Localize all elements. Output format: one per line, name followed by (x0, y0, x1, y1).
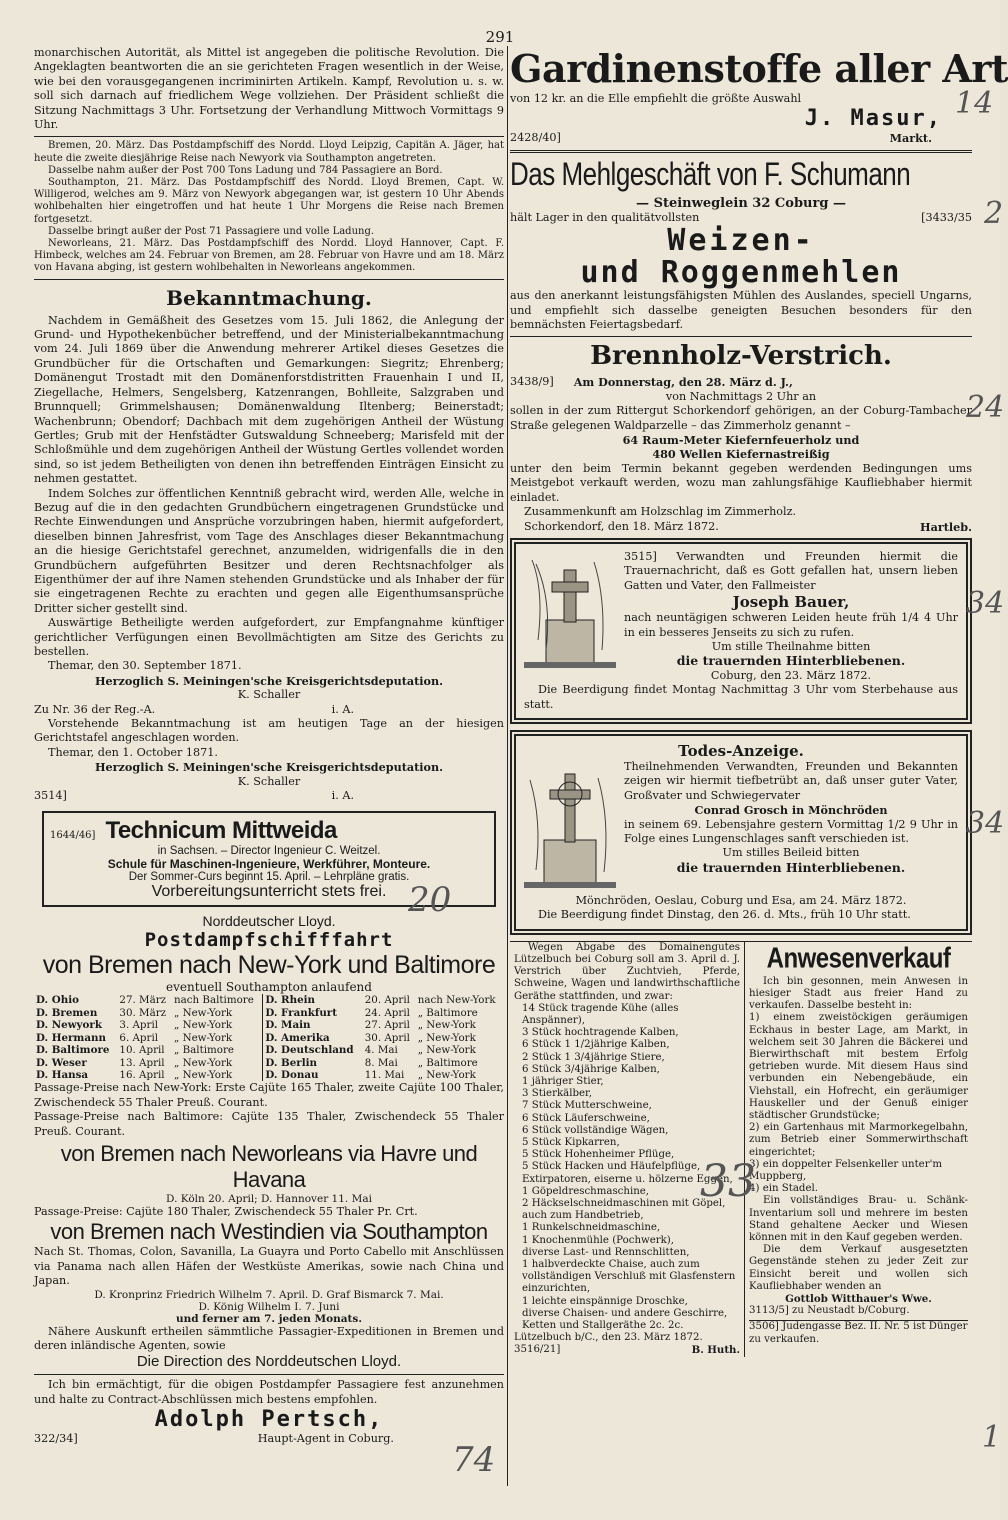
notice-text: Theilnehmenden Verwandten, Freunden und Bekannten zeigen wir hiermit tiefbetrübt an, daß unser guter Vater, Großvater und Schwiegervater (624, 759, 958, 802)
announcement-date: Themar, den 1. October 1871. (48, 745, 218, 759)
handwritten-mark: 20 (408, 880, 452, 920)
schedule-row (34, 1069, 504, 1081)
schedule-cell: D. Baltimore (36, 1044, 110, 1057)
announcement-date: Themar, den 30. September 1871. (48, 659, 242, 673)
brennholz-text: unter den beim Termin bekannt gegeben werdenden Bedingungen ums Meistgebot verkauft werden, wozu man zahlungsfähige Kaufliebhaber hiermit einladet. (510, 461, 972, 504)
schedule-cell: 13. April (119, 1056, 165, 1069)
schedule-cell: D. Rhein (263, 994, 363, 1006)
schedule-cell: 6. April (119, 1031, 159, 1044)
brennholz-item: 480 Wellen Kiefernastreißig (652, 447, 830, 462)
schedule-cell: 20. April (364, 994, 410, 1007)
schedule-cell: D. Hermann (36, 1031, 106, 1044)
announcement-ref: 3514] (34, 789, 67, 803)
lloyd-text: Nähere Auskunft ertheilen sämmtliche Passagier-Expeditionen in Bremen und deren inländische Agenten, sowie (34, 1324, 504, 1352)
mehl-text: aus den anerkannt leistungsfähigsten Mühlen des Auslandes, speciell Ungarns, und empfiehlt sich dasselbe geneigten Besuchen besonders für den bemnächsten Feiertagsbedarf. (510, 289, 972, 332)
schedule-cell: D. Hansa (36, 1068, 89, 1081)
schedule-row (34, 994, 504, 1006)
gardinen-ref: 2428/40] (510, 131, 561, 145)
schedule-cell: D. Deutschland (263, 1044, 363, 1056)
announcement-bekanntmachung (34, 286, 504, 804)
auction-item: 3 Stierkälber, (522, 1088, 592, 1100)
ship-news-item: Bremen, 20. März. Das Postdampfschiff des Nordd. Lloyd Leipzig, Capitän A. Jäger, hat heute die zweite diesjährige Reise nach Newyork via Southampton angetreten. (34, 140, 504, 164)
schedule-cell: 30. März (119, 1006, 167, 1019)
announcement-signature: Herzoglich S. Meiningen'sche Kreisgerichtsdeputation. (94, 673, 444, 688)
auction-signature: B. Huth. (691, 1344, 740, 1357)
mehl-ref: [3433/35 (921, 210, 972, 224)
auction-item: 1 halbverdeckte Chaise, auch zum vollständigen Verschluß mit Glasfenstern einzurichten, (522, 1259, 736, 1295)
handwritten-mark: 33 (700, 1156, 756, 1207)
mehl-roggen: und Roggenmehlen (580, 255, 902, 291)
duenger-ad: 3506] Judengasse Bez. II. Nr. 5 ist Dünger zu verkaufen. (749, 1321, 968, 1345)
schedule-cell: D. Donau (263, 1069, 363, 1081)
deceased-name: Conrad Grosch in Mönchröden (694, 803, 888, 818)
cross-image (524, 550, 616, 683)
anwesen-item: 4) ein Stadel. (749, 1183, 818, 1195)
notice-signature: die trauernden Hinterbliebenen. (676, 859, 906, 875)
auction-item: Extirpatoren, eiserne u. hölzerne Eggen, (522, 1173, 733, 1185)
lloyd-route: von Bremen nach Westindien via Southampton (50, 1219, 488, 1245)
brennholz-place: Schorkendorf, den 18. März 1872. (524, 519, 719, 533)
schedule-cell: 4. Mai (364, 1044, 398, 1057)
schedule-cell: 8. Mai (364, 1056, 398, 1069)
auction-item: 5 Stück Kipkarren, (522, 1137, 620, 1149)
anwesen-ref: 3113/5] zu Neustadt b/Coburg. (749, 1305, 910, 1317)
ship-news-item: Dasselbe nahm außer der Post 700 Tons Ladung und 784 Passagiere an Bord. (48, 164, 443, 176)
schedule-cell: 16. April (119, 1068, 165, 1081)
lloyd-ships: und ferner am 7. jeden Monats. (176, 1312, 362, 1325)
schedule-row (34, 1019, 504, 1031)
pertsch-ad (34, 1378, 504, 1446)
ad-line: in Sachsen. – Director Ingenieur C. Weitzel. (157, 845, 381, 858)
lloyd-text: Nach St. Thomas, Colon, Savanilla, La Guayra und Porto Cabello mit Anschlüssen via Panama nach allen Häfen der Westküste Amerikas, sowie nach China und Japan. (34, 1245, 504, 1288)
lloyd-ships: D. Köln 20. April; D. Hannover 11. Mai (166, 1192, 372, 1205)
mehl-ad (510, 154, 972, 333)
mehl-address: — Steinweglein 32 Coburg — (636, 195, 846, 211)
lloyd-route: von Bremen nach New-York und Baltimore (42, 951, 496, 980)
anwesen-text: Ich bin gesonnen, mein Anwesen in hiesiger Stadt aus freier Hand zu verkaufen. Dasselbe besteht in: (749, 975, 968, 1012)
auction-item: 2 Häckselschneidmaschinen mit Göpel, auch zum Handbetrieb, (522, 1198, 726, 1222)
notice-text: Um stilles Beileid bitten (722, 846, 860, 860)
auction-place: Lützelbuch b/C., den 23. März 1872. (514, 1332, 703, 1344)
auction-item: diverse Chaisen- und andere Geschirre, Ketten und Stallgeräthe 2c. 2c. (522, 1307, 728, 1332)
schedule-row (34, 1057, 504, 1069)
pertsch-text: Ich bin ermächtigt, für die obigen Postdampfer Passagiere fest anzunehmen und halte zu Contract-Abschlüssen mich bestens empfohlen. (34, 1378, 504, 1406)
passage-prices: Passage-Preise nach Baltimore: Cajüte 135 Thaler, Zwischendeck 55 Thaler Preuß. Courant. (34, 1110, 504, 1138)
handwritten-mark: 2 (984, 196, 1004, 231)
brennholz-time: von Nachmittags 2 Uhr an (665, 389, 817, 403)
notice-burial: Die Beerdigung findet Montag Nachmittag 3 Uhr vom Sterbehause aus statt. (524, 683, 958, 711)
auction-item: 1 Runkelschneidmaschine, (522, 1222, 661, 1234)
auction-item: 5 Stück Hacken und Häufelpflüge, (522, 1161, 701, 1173)
brennholz-title: Brennholz-Verstrich. (590, 341, 892, 372)
auction-item: 1 leichte einspännige Droschke, (522, 1295, 688, 1307)
gardinen-markt: Markt. (889, 131, 932, 146)
bottom-ads (510, 941, 972, 1357)
mehl-weizen: Weizen- (667, 223, 815, 259)
notice-title: Todes-Anzeige. (678, 741, 804, 760)
trial-report: monarchischen Autorität, als Mittel ist angegeben die politische Revolution. Die Angeklagten beantworten die an sie gerichteten Fragen wesentlich in der Weise, wie bei den vorausgegangenen incriminirten Artikeln. Kampf, Revolution u. s. w. soll sich darnach auf friedlichem Wege vollziehen. Der Präsident schließt die Sitzung Nachmittags 3 Uhr. Fortsetzung der Verhandlung Mittwoch Vormittags 9 Uhr. (34, 46, 504, 132)
announcement-note: Vorstehende Bekanntmachung ist am heutigen Tage an der hiesigen Gerichtstafel angeschlagen worden. (34, 717, 504, 745)
auction-item: diverse Last- und Rennschlitten, (522, 1246, 690, 1258)
auction-item: 1 Göpeldreschmaschine, (522, 1185, 650, 1197)
auction-item: 5 Stück Hohenheimer Pflüge, (522, 1149, 675, 1161)
divider (510, 150, 972, 153)
announcement-ref: Zu Nr. 36 der Reg.-A. (34, 702, 156, 716)
auction-item: 7 Stück Mutterschweine, (522, 1100, 652, 1112)
ad-line: Der Sommer-Curs beginnt 15. April. – Lehrpläne gratis. (128, 871, 410, 884)
auction-item: 2 Stück 1 3/4jährige Stiere, (522, 1051, 665, 1063)
brennholz-date: Am Donnerstag, den 28. März d. J., (573, 375, 793, 390)
gardinen-name: J. Masur, (804, 106, 942, 132)
anwesen-title: Anwesenverkauf (766, 941, 951, 975)
lloyd-heading: Postdampfschifffahrt (144, 929, 394, 952)
schedule-cell: „ New-York (173, 1006, 233, 1019)
ship-news (34, 140, 504, 274)
sailing-schedule (34, 994, 504, 1081)
ship-news-item: Southampton, 21. März. Das Postdampfschiff des Nordd. Lloyd Bremen, Capt. W. Willigerod, welches am 9. März von Newyork abgegangen war, ist gestern 10 Uhr Abends wohlbehalten hier eingetroffen und hat heute 1 Uhr Morgens die Reise nach Bremen fortgesetzt. (34, 177, 504, 225)
schedule-cell: 11. Mai (364, 1068, 405, 1081)
ad-line: Schule für Maschinen-Ingenieure, Werkführer, Monteure. (107, 857, 431, 872)
divider (510, 336, 972, 337)
left-column (34, 46, 504, 1486)
brennholz-text: Zusammenkunft am Holzschlag im Zimmerholz. (524, 505, 797, 519)
schedule-cell: D. Berlin (263, 1057, 363, 1069)
schedule-cell: 27. April (364, 1019, 410, 1032)
lloyd-ships: D. König Wilhelm I. 7. Juni (198, 1300, 340, 1313)
schedule-cell: „ Baltimore (417, 1056, 478, 1069)
death-notice-bauer (510, 538, 972, 724)
schedule-cell: „ New-York (173, 1056, 233, 1069)
schedule-cell: 24. April (364, 1006, 410, 1019)
pertsch-ref: 322/34] (34, 1432, 78, 1446)
deceased-name: Joseph Bauer, (732, 593, 850, 612)
schedule-cell: „ New-York (417, 1019, 476, 1032)
schedule-cell: „ New-York (417, 1044, 476, 1057)
schedule-cell: 10. April (119, 1044, 165, 1057)
ad-ref: 1644/46] (50, 830, 96, 842)
announcement-text: Auswärtige Betheiligte werden aufgefordert, zur Empfangnahme künftiger gerichtlicher Verfügungen einen Bevollmächtigten am Sitze des Gerichts zu bestellen. (34, 616, 504, 659)
lloyd-ships: D. Kronprinz Friedrich Wilhelm 7. April. D. Graf Bismarck 7. Mai. (94, 1288, 444, 1301)
lloyd-ad (34, 913, 504, 1370)
death-notice-grosch (510, 730, 972, 935)
handwritten-mark: 14 (955, 86, 994, 121)
auction-item: 6 Stück 1 1/2jährige Kalben, (522, 1039, 670, 1051)
anwesen-ad (745, 942, 972, 1357)
anwesen-signature: Gottlob Witthauer's Wwe. (785, 1293, 932, 1306)
schedule-cell: D. Frankfurt (263, 1007, 363, 1019)
schedule-cell: 27. März (119, 994, 167, 1007)
announcement-signature: Herzoglich S. Meiningen'sche Kreisgerichtsdeputation. (94, 760, 444, 775)
auction-item: 6 Stück vollständige Wägen, (522, 1124, 669, 1136)
notice-text: Um stille Theilnahme bitten (711, 639, 871, 653)
passage-prices: Passage-Preise nach New-York: Erste Cajüte 165 Thaler, zweite Cajüte 100 Thaler, Zwischendeck 55 Thaler Preuß. Courant. (34, 1081, 504, 1109)
notice-place: Coburg, den 23. März 1872. (710, 668, 872, 682)
schedule-cell: D. Weser (36, 1056, 87, 1069)
divider (34, 279, 504, 280)
schedule-cell: „ Baltimore (173, 1044, 234, 1057)
pertsch-title: Haupt-Agent in Coburg. (257, 1432, 394, 1446)
auction-text: Wegen Abgabe des Domainengutes Lützelbuch bei Coburg soll am 3. April d. J. Verstrich über Zuchtvieh, Pferde, Schweine, Wagen und landwirthschaftliche Geräthe stattfinden, und zwar: (514, 941, 740, 1002)
anwesen-text: Ein vollständiges Brau- u. Schänk-Inventarium soll und mehrere im besten Stand gehaltene Aecker und Wiesen können mit in den Kauf gegeben werden. (749, 1195, 968, 1244)
domain-auction-ad (510, 942, 745, 1357)
anwesen-item: 1) einem zweistöckigen geräumigen Eckhaus in bester Lage, am Markt, in welchem seit 30 Jahren die Bäckerei und Bierwirthschaft mit bestem Erfolg getrieben wurde. Mit diesem Haus sind verbunden ein Nebengebäude, ein Viehstall, ein Hofrecht, ein geräumiger Hauskeller und der Genuß einiger städtischer Grundstücke; (749, 1012, 968, 1122)
anwesen-item: 3) ein doppelter Felsenkeller unter'm Muppberg, (749, 1158, 943, 1183)
brennholz-signature: Hartleb. (920, 519, 972, 534)
schedule-cell: „ New-York (417, 1068, 476, 1081)
notice-signature: die trauernden Hinterbliebenen. (676, 653, 906, 669)
schedule-cell: D. Bremen (36, 1006, 98, 1019)
notice-burial: Die Beerdigung findet Dinstag, den 26. d. Mts., früh 10 Uhr statt. (538, 908, 911, 922)
auction-item: 3 Stück hochtragende Kalben, (522, 1027, 679, 1039)
gardinen-line: von 12 kr. an die Elle empfiehlt die größte Auswahl (510, 92, 802, 105)
schedule-cell: „ New-York (173, 1068, 233, 1081)
schedule-cell: „ New-York (173, 1031, 233, 1044)
announcement-signer: K. Schaller (237, 688, 301, 702)
lloyd-company: Norddeutscher Lloyd. (202, 913, 336, 930)
schedule-cell: D. Main (263, 1019, 363, 1031)
announcement-signer: K. Schaller (237, 774, 301, 788)
lloyd-route: von Bremen nach Neworleans via Havre und Havana (60, 1140, 478, 1192)
announcement-text: Indem Solches zur öffentlichen Kenntniß gebracht wird, werden Alle, welche in Bezug auf die in den gedachten Grundbüchern eingetragenen Grundstücke und Rechte Einwendungen und Ansprüche vorzubringen haben, hiermit aufgefordert, dieselben binnen Jahresfrist, vom Tage des Anschlages dieser Bekanntmachung an die hiesige Gerichtstafel gerechnet, anzumelden, widrigenfalls die in den Grundbüchern aufgeführten Besitzer und deren Rechtsnachfolger als Eigenthümer der auf ihre Namen stehenden Grundstücke und als Inhaber der für sie eingetragenen Rechte zu erachten und gegen alle Eigenthumsansprüche Dritter sicher gestellt sind. (34, 486, 504, 615)
mehl-title: Das Mehlgeschäft von F. Schumann (510, 154, 911, 193)
page-number: 291 (485, 28, 515, 46)
brennholz-ad (510, 341, 972, 533)
column-divider (507, 46, 508, 1486)
auction-item: 1 Knochenmühle (Pochwerk), (522, 1234, 675, 1246)
brennholz-item: 64 Raum-Meter Kiefernfeuerholz und (622, 433, 860, 448)
brennholz-text: sollen in der zum Rittergut Schorkendorf gehörigen, an der Coburg-Tambacher Straße gelegenen Waldparzelle – das Zimmerholz genannt – (510, 404, 972, 432)
ship-news-item: Neworleans, 21. März. Das Postdampfschiff des Nordd. Lloyd Hannover, Capt. F. Himbeck, welches am 24. Februar von Bremen, am 28. Februar von Havre und am 18. März von Havana abging, ist gestern wohlbehalten in Neworleans angekommen. (34, 238, 504, 274)
auction-item: 14 Stück tragende Kühe (alles Anspänner), (522, 1002, 679, 1026)
schedule-cell: D. Amerika (263, 1032, 363, 1044)
schedule-cell: „ Baltimore (417, 1006, 478, 1019)
ship-news-item: Dasselbe bringt außer der Post 71 Passagiere und volle Ladung. (48, 225, 375, 237)
lloyd-route-note: eventuell Southampton anlaufend (166, 980, 372, 995)
pertsch-name: Adolph Pertsch, (154, 1407, 384, 1433)
handwritten-mark: 34 (966, 586, 1005, 621)
schedule-cell: nach Baltimore (173, 994, 254, 1007)
divider (34, 1374, 504, 1375)
announcement-ia: i. A. (331, 789, 354, 803)
notice-text: 3515] Verwandten und Freunden hiermit die Trauernachricht, daß es Gott gefallen hat, unsern lieben Gatten und Vater, den Fallmeister (624, 549, 958, 592)
auction-item: 6 Stück Läuferschweine, (522, 1112, 650, 1124)
ad-title: Technicum Mittweida (105, 817, 337, 845)
schedule-row (34, 1007, 504, 1019)
notice-place: Mönchröden, Oeslau, Coburg und Esa, am 24. März 1872. (575, 893, 907, 907)
schedule-row (34, 1032, 504, 1044)
schedule-cell: D. Newyork (36, 1019, 102, 1032)
handwritten-mark: 74 (452, 1440, 496, 1480)
schedule-cell: 3. April (119, 1019, 159, 1032)
cross-image (524, 760, 616, 894)
gardinen-title: Gardinenstoffe aller Art (510, 46, 1008, 91)
announcement-text: Nachdem in Gemäßheit des Gesetzes vom 15. Juli 1862, die Anlegung der Grund- und Hypothekenbücher betreffend, und der Ministerialbekanntmachung vom 24. Juli 1869 über die Anwendung mehrerer Artikel dieses Gesetzes die Grundbücher für die Ortschaften und Gemarkungen: Siegritz; Ehrenberg; Domänengut Trostadt mit den Domänenforstdistritten Frauenhain I und II, Ziegellache, Helmers, Sengelsberg, Katzenrangen, Bohlleite, Salzgraben und Brunnquell; Grimmelshausen; Domänenwaldung Iltenberg; Beinerstadt; Wachenbrunn; Obendorf; Dachbach mit dem zugehörigen Antheil der Wüstung Gertles; Grub mit der Henfstädter Gutswaldung Schneeberg; Marisfeld mit der Schloßmühle und dem zugehörigen Antheil der Wüstung Gertles vollendet worden sind, so ist jedem Betheiligten von denen ihn betreffenden Einträgen Einsicht zu nehmen gestattet. (34, 313, 504, 486)
lloyd-direction: Die Direction des Norddeutschen Lloyd. (136, 1353, 402, 1371)
handwritten-mark: 1 (982, 1420, 1002, 1455)
auction-item: 6 Stück 3/4jährige Kalben, (522, 1063, 660, 1075)
passage-prices: Passage-Preise: Cajüte 180 Thaler, Zwischendeck 55 Thaler Pr. Crt. (34, 1204, 418, 1218)
brennholz-ref: 3438/9] (510, 375, 554, 389)
schedule-cell: „ New-York (417, 1031, 476, 1044)
anwesen-item: 2) ein Gartenhaus mit Marmorkegelbahn, zum Betrieb einer Sommerwirthschaft eingerichtet; (749, 1122, 968, 1158)
handwritten-mark: 34 (966, 806, 1005, 841)
anwesen-text: Die dem Verkauf ausgesetzten Gegenstände stehen zu jeder Zeit zur Einsicht bereit und wollen sich Kaufliebhaber wenden an (749, 1244, 968, 1292)
schedule-cell: 30. April (364, 1031, 410, 1044)
notice-text: in seinem 69. Lebensjahre gestern Vormittag 1/2 9 Uhr in Folge eines Lungenschlages sanft verschieden ist. (624, 817, 958, 845)
auction-item: 1 jähriger Stier, (522, 1076, 604, 1088)
handwritten-mark: 24 (966, 390, 1005, 425)
ad-line: Vorbereitungsunterricht stets frei. (151, 883, 387, 901)
right-column (510, 46, 1008, 1486)
schedule-row (34, 1044, 504, 1056)
schedule-cell: nach New-York (417, 994, 496, 1007)
mehl-line: hält Lager in den qualitätvollsten (510, 210, 700, 224)
notice-text: nach neuntägigen schweren Leiden heute früh 1/4 4 Uhr in ein besseres Jenseits zu sich zu rufen. (624, 611, 958, 639)
schedule-cell: D. Ohio (36, 994, 79, 1007)
auction-ref: 3516/21] (514, 1344, 561, 1356)
divider (34, 136, 504, 137)
schedule-cell: „ New-York (173, 1019, 233, 1032)
announcement-ia: i. A. (331, 702, 354, 716)
announcement-title: Bekanntmachung. (166, 285, 372, 310)
